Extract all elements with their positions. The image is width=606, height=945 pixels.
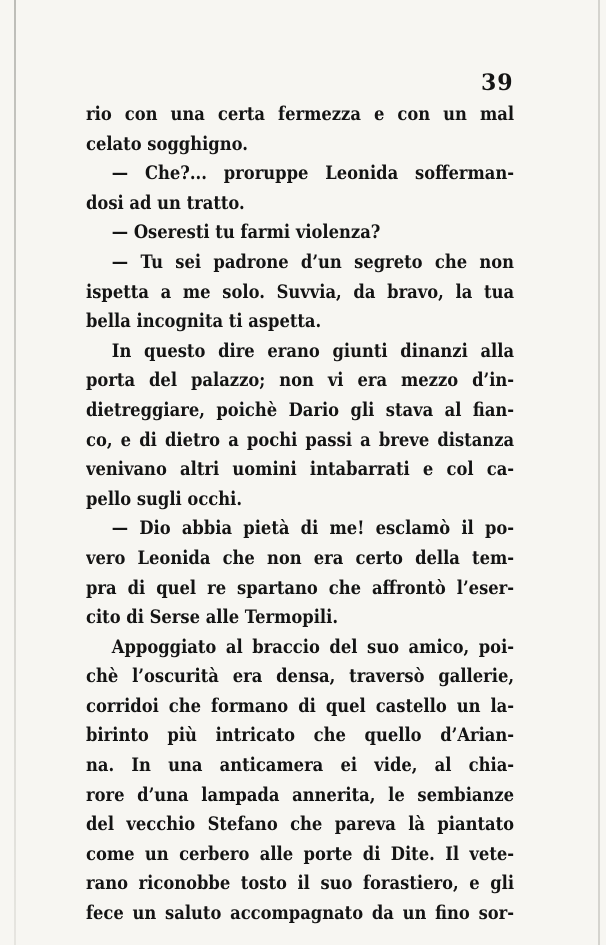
text-line: — Che?... proruppe Leonida sofferman-	[111, 162, 515, 185]
text-line: rano riconobbe tosto il suo forastiero, e gli	[86, 872, 515, 895]
text-line: vero Leonida che non era certo della tem-	[86, 546, 515, 569]
text-line: come un cerbero alle porte di Dite. Il vete-	[86, 842, 515, 865]
text-line: na. In una anticamera ei vide, al chia-	[86, 754, 515, 777]
text-line: chè l’oscurità era densa, traversò gallerie,	[86, 665, 515, 688]
text-line: dosi ad un tratto.	[86, 191, 245, 214]
text-line: del vecchio Stefano che pareva là piantato	[86, 813, 515, 836]
text-line: Appoggiato al braccio del suo amico, poi-	[111, 635, 515, 658]
text-line: co, e di dietro a pochi passi a breve distanza	[86, 428, 515, 451]
text-line: celato sogghigno.	[86, 132, 248, 155]
page-number: 39	[481, 70, 514, 96]
text-line: — Oseresti tu farmi violenza?	[111, 221, 381, 244]
text-line: In questo dire erano giunti dinanzi alla	[111, 339, 515, 362]
text-line: — Dio abbia pietà di me! esclamò il po-	[111, 517, 515, 540]
text-line: birinto più intricato che quello d’Arian-	[86, 724, 515, 747]
text-line: cito di Serse alle Termopili.	[86, 606, 339, 629]
text-line: dietreggiare, poichè Dario gli stava al fian-	[86, 398, 515, 421]
body-text	[86, 100, 514, 929]
text-line: — Tu sei padrone d’un segreto che non	[111, 250, 515, 273]
text-line: bella incognita ti aspetta.	[86, 310, 322, 333]
text-line: corridoi che formano di quel castello un la-	[86, 694, 515, 717]
page-left-edge	[14, 0, 16, 945]
text-line: venivano altri uomini intabarrati e col ca-	[86, 458, 515, 481]
text-line: rore d’una lampada annerita, le sembianze	[86, 783, 515, 806]
text-line: pra di quel re spartano che affrontò l’eser-	[86, 576, 515, 599]
text-line: fece un saluto accompagnato da un fino sor-	[86, 902, 515, 925]
text-line: pello sugli occhi.	[86, 487, 243, 510]
text-line: ispetta a me solo. Suvvia, da bravo, la tua	[86, 280, 515, 303]
text-line: porta del palazzo; non vi era mezzo d’in-	[86, 369, 515, 392]
page-right-edge	[598, 0, 600, 945]
text-line: rio con una certa fermezza e con un mal	[86, 103, 515, 125]
